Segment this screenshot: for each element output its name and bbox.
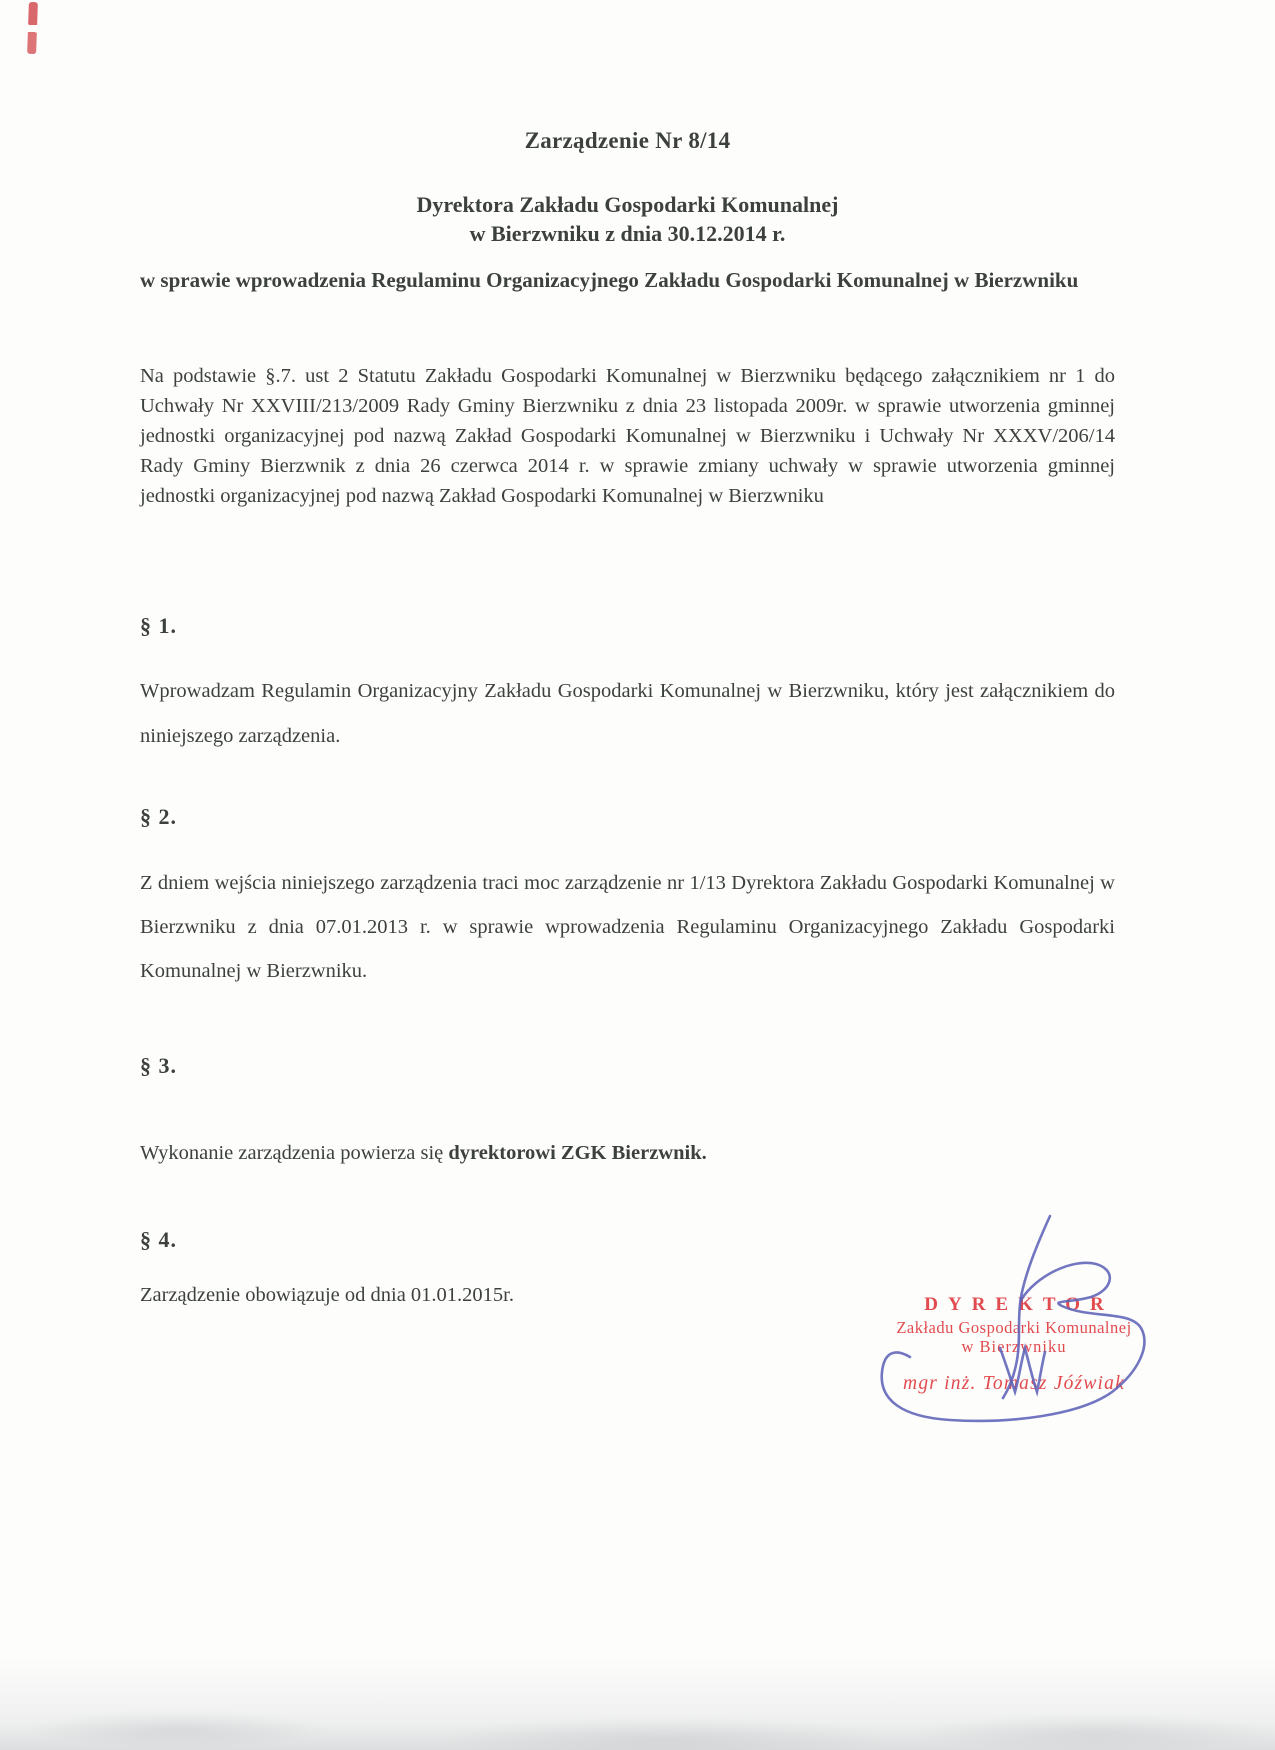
section-3-text-bold: dyrektorowi ZGK Bierzwnik. — [448, 1142, 707, 1164]
document-title: Zarządzenie Nr 8/14 — [524, 128, 731, 153]
subtitle-line-issuer: Dyrektora Zakładu Gospodarki Komunalnej — [416, 192, 839, 217]
director-stamp — [855, 1294, 1173, 1395]
subtitle-line-date: w Bierzwniku z dnia 30.12.2014 r. — [469, 221, 786, 246]
stamp-title: DYREKTOR — [924, 1294, 1114, 1315]
section-4-text: Zarządzenie obowiązuje od dnia 01.01.2015r. — [140, 1284, 514, 1306]
section-1-text: Wprowadzam Regulamin Organizacyjny Zakładu Gospodarki Komunalnej w Bierzwniku, który jest załącznikiem do niniejszego zarządzenia. — [140, 680, 1115, 747]
section-3-text-normal: Wykonanie zarządzenia powierza się — [140, 1142, 449, 1164]
scan-noise-band — [0, 1658, 1275, 1750]
stamp-signer-name: mgr inż. Tomasz Jóźwiak — [903, 1373, 1125, 1394]
section-1-heading: § 1. — [140, 613, 177, 638]
legal-basis-paragraph: Na podstawie §.7. ust 2 Statutu Zakładu Gospodarki Komunalnej w Bierzwniku będącego załącznikiem nr 1 do Uchwały Nr XXVIII/213/2009 Rady Gminy Bierzwniku z dnia 23 listopada 2009r. w sprawie utworzenia gminnej jednostki organizacyjnej pod nazwą Zakład Gospodarki Komunalnej w Bierzwniku i Uchwały Nr XXXV/206/14 Rady Gminy Bierzwnik z dnia 26 czerwca 2014 r. w sprawie zmiany uchwały w sprawie utworzenia gminnej jednostki organizacyjnej pod nazwą Zakład Gospodarki Komunalnej w Bierzwniku — [140, 365, 1115, 507]
subject-paragraph: w sprawie wprowadzenia Regulaminu Organizacyjnego Zakładu Gospodarki Komunalnej w Bierzwniku — [140, 268, 1079, 292]
stamp-org-line-2: w Bierzwniku — [961, 1337, 1067, 1356]
section-3-heading: § 3. — [140, 1053, 177, 1078]
section-2-text: Z dniem wejścia niniejszego zarządzenia traci moc zarządzenie nr 1/13 Dyrektora Zakładu Gospodarki Komunalnej w Bierzwniku z dnia 07.01.2013 r. w sprawie wprowadzenia Regulaminu Organizacyjnego Zakładu Gospodarki Komunalnej w Bierzwniku. — [140, 872, 1115, 982]
red-pen-scan-mark — [27, 2, 38, 54]
stamp-org-line-1: Zakładu Gospodarki Komunalnej — [896, 1318, 1132, 1337]
section-4-heading: § 4. — [140, 1227, 177, 1252]
document-subtitle — [140, 190, 1115, 248]
section-2-heading: § 2. — [140, 804, 177, 829]
section-3-text — [140, 1138, 1115, 1168]
